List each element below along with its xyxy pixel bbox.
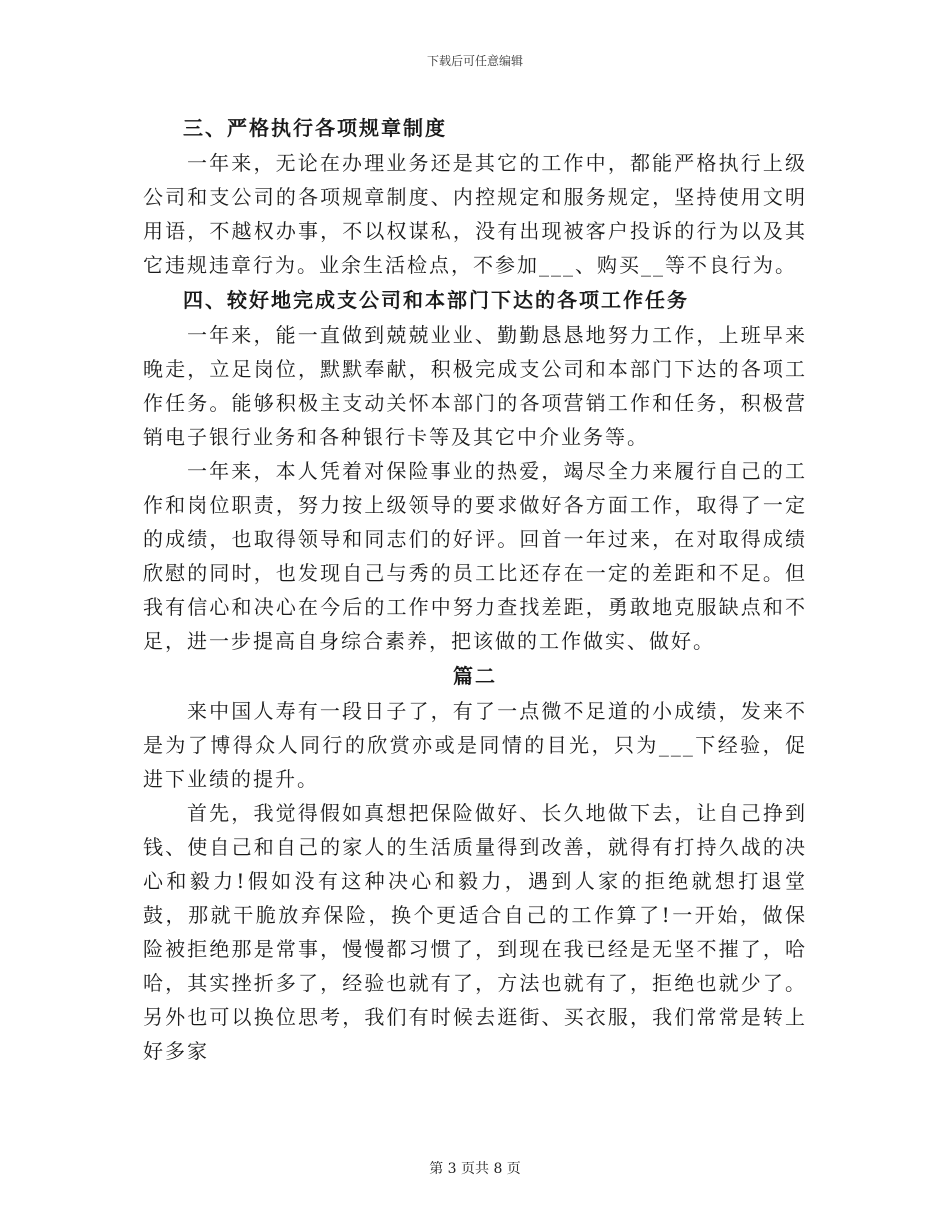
section-heading-4: 四、较好地完成支公司和本部门下达的各项工作任务 (183, 288, 689, 312)
section-4-paragraph-1: 一年来，能一直做到兢兢业业、勤勤恳恳地努力工作，上班早来晚走，立足岗位，默默奉献，积极完成支公司和本部门下达的各项工作任务。能够积极主支动关怀本部门的各项营销工作和任务，积极营销电子银行业务和各种银行卡等及其它中介业务等。 (143, 323, 807, 449)
part-two-title: 篇二 (453, 664, 497, 688)
document-body (143, 110, 807, 1068)
part-two-paragraph-2: 首先，我觉得假如真想把保险做好、长久地做下去，让自己挣到钱、使自己和自己的家人的生活质量得到改善，就得有打持久战的决心和毅力!假如没有这种决心和毅力，遇到人家的拒绝就想打退堂鼓，那就干脆放弃保险，换个更适合自己的工作算了!一开始，做保险被拒绝那是常事，慢慢都习惯了，到现在我已经是无坚不摧了，哈哈，其实挫折多了，经验也就有了，方法也就有了，拒绝也就少了。另外也可以换位思考，我们有时候去逛街、买衣服，我们常常是转上好多家 (143, 801, 807, 1063)
page-header: 下载后可任意编辑 (426, 54, 523, 68)
page-footer: 第 3 页共 8 页 (429, 1161, 521, 1177)
part-two-paragraph-1: 来中国人寿有一段日子了，有了一点微不足道的小成绩，发来不是为了博得众人同行的欣赏亦或是同情的目光，只为___下经验，促进下业绩的提升。 (143, 699, 807, 791)
section-4-paragraph-2: 一年来，本人凭着对保险事业的热爱，竭尽全力来履行自己的工作和岗位职责，努力按上级领导的要求做好各方面工作，取得了一定的成绩，也取得领导和同志们的好评。回首一年过来，在对取得成绩欣慰的同时，也发现自己与秀的员工比还存在一定的差距和不足。但我有信心和决心在今后的工作中努力查找差距，勇敢地克服缺点和不足，进一步提高自身综合素养，把该做的工作做实、做好。 (143, 459, 807, 653)
section-heading-3: 三、严格执行各项规章制度 (183, 116, 447, 140)
section-3-paragraph: 一年来，无论在办理业务还是其它的工作中，都能严格执行上级公司和支公司的各项规章制度、内控规定和服务规定，坚持使用文明用语，不越权办事，不以权谋私，没有出现被客户投诉的行为以及其它违规违章行为。业余生活检点，不参加___、购买__等不良行为。 (143, 151, 807, 277)
